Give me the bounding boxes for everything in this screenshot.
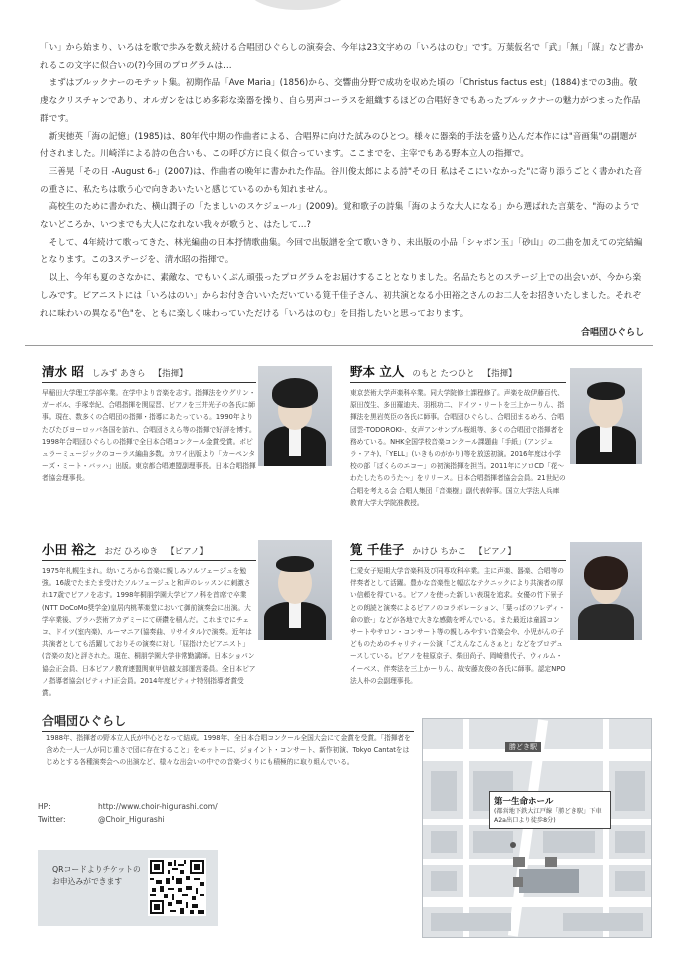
intro-paragraph: まずはブルックナーのモテット集。初期作品「Ave Maria」(1856)から、交響曲分野で成功を収めた頃の「Christus factus est」(1884)までの3曲。敬虔なクリスチャンであり、オルガンをはじめ多彩な楽器を操り、自ら男声コーラスを組織するほどの合唱好きでもあったブルックナーの魅力がつまった作品群です。	[40, 78, 641, 124]
bio-nomoto	[350, 362, 566, 509]
venue-map[interactable]	[422, 718, 652, 938]
portrait-kakehi	[570, 542, 642, 640]
intro-paragraph: 高校生のために書かれた、横山潤子の「たましいのスケジュール」(2009)。覚和歌子の詩集「海のような大人になる」から選ばれた言葉を、"海のようでないどころか、いつまでも大人になれない我々が歌うと、はたして…?	[40, 202, 640, 231]
bio-role: 【ピアノ】	[166, 547, 208, 557]
bio-text: 1975年札幌生まれ。幼いころから音楽に親しみソルフェージュを勉強。16歳でたまたま受けたソルフェージュと和声のレッスンに刺激され17歳でピアノを志す。1998年桐朋学園大学ピアノ科を首席で卒業(NTT DoCoMo奨学金)皇居内桃華楽堂において御前演奏会に出演。大学卒業後、ブラハ芸術アカデミーにて研鑽を積んだ。これまでにチェコ、ドイツ(室内楽)、ルーマニア(協奏曲、リサイタル)で演奏。近年は共演者としても活躍しておりその演奏に対し「屈指けたピアニスト」(音楽の友)と評された。現在、桐朋学園大学非常勤講師。日本ショパン協会正会員、日本ピアノ教育連盟関東甲信越支部運営委員。全日本ピアノ指導者協会(ピティナ)正会員。2014年度ピティナ特別指導者賞受賞。	[42, 567, 256, 698]
bio-role: 【指揮】	[153, 369, 188, 379]
portrait-oda	[258, 540, 332, 640]
bio-name: 野本 立人	[350, 364, 405, 379]
qr-caption: QRコードよりチケットのお申込みができます	[52, 865, 141, 886]
intro-paragraph: そして、4年続けて歌ってきた、林光編曲の日本抒情歌曲集。今回で出版譜を全て歌いきり、未出版の小品「シャボン玉」「砂山」の二曲を加えての完結編となります。この3ステージを、清水昭の指揮で。	[40, 237, 643, 266]
hp-label: HP:	[38, 802, 51, 811]
contact-links	[38, 800, 218, 826]
map-station-label: 勝どき駅	[505, 742, 541, 752]
intro-paragraph: 三善晃「その日 -August 6-」(2007)は、作曲者の晩年に書かれた作品。谷川俊太郎による詩"その日 私はそこにいなかった"に寄り添うごとく書かれた音の重さに、私たちは歌う心で向きあいたいと感じているのかも知れません。	[40, 166, 643, 195]
bio-kana: おだ ひろゆき	[104, 547, 159, 557]
bio-name: 筧 千佳子	[350, 542, 405, 557]
bio-name: 小田 裕之	[42, 542, 97, 557]
bio-header	[42, 362, 256, 383]
portrait-shimizu	[258, 366, 332, 466]
twitter-handle[interactable]: @Choir_Higurashi	[98, 815, 165, 824]
portrait-nomoto	[570, 368, 642, 464]
bio-kana: かけひ ちかこ	[412, 547, 467, 557]
bio-role: 【ピアノ】	[474, 547, 516, 557]
bio-shimizu	[42, 362, 256, 485]
section-divider	[25, 345, 653, 346]
twitter-label: Twitter:	[38, 815, 66, 824]
venue-access: (都営地下鉄大江戸線「勝どき駅」下車 A2a出口より徒歩8分)	[494, 808, 602, 824]
twitter-link-row	[38, 813, 218, 826]
intro-paragraph: 新実徳英「海の記憶」(1985)は、80年代中期の作曲者による、合唱界に向けた試みのひとつ。様々に器楽的手法を盛り込んだ本作には"音画集"の副題が付されました。川崎洋による詩の色合いも、この呼び方に良く似合っています。ここまでを、主宰でもある野本立人の指揮で。	[40, 131, 637, 160]
top-decoration	[248, 0, 348, 10]
bio-text: 東京芸術大学声楽科卒業。同大学院修士課程修了。声楽を故伊藤百代、原田茂生、多田羅迪夫、羽根功二、ドイツ・リートを三上かーりん、指揮法を黒岩英臣の各氏に師事。合唱団ひぐらし、合唱団まるめろ、合唱団雲-TODOROKI-、女声アンサンブル桜組等、多くの合唱団で指揮者を務めている。NHK全国学校音楽コンクール課題曲「手紙」(アンジェラ・アキ)、「YELL」(いきものがかり)等を放送初演。2016年度は小学校の部「ぼくらのエコー」の初演指揮を担当。2011年にソロCD「花〜わたしたちのうた〜」をリリース。日本合唱指揮者協会会員。21世紀の合唱を考える会 合唱人集団「音楽樹」副代表幹事。国立大学法人兵庫教育大学大学院准教授。	[350, 389, 566, 507]
bio-kakehi	[350, 540, 566, 687]
bio-kana: のもと たつひと	[412, 369, 475, 379]
bio-oda	[42, 540, 256, 699]
intro-paragraph: 「い」から始まり、いろはを歌で歩みを数え続ける合唱団ひぐらしの演奏会、今年は23文字めの「いろはのむ」です。万葉仮名で「武」「無」「謀」など書かれるこの文字に似合いの(?)今回のプログラムは…	[40, 43, 644, 71]
program-introduction	[40, 40, 644, 343]
group-description: 1988年、指揮者の野本立人氏が中心となって結成。1998年、全日本合唱コンクール全国大会にて金賞を受賞。「指揮者を含めた一人一人が同じ重さで団に存在すること」をモットーに、ジョイント・コンサート、新作初演、Tokyo Cantatをはじめとする各種演奏会への出演など、様々な出会いの中での音楽づくりにも積極的に取り組んでいる。	[46, 734, 411, 767]
intro-paragraph: 以上、今年も夏のさなかに、素敵な、でもいくぶん頑張ったプログラムをお届けすることとなりました。名品たちとのステージ上での出会いが、今から楽しみです。ピアニストには「いろはのい」からお付き合いいただいている筧千佳子さん、初共演となる小田裕之さんのお二人をお招きいたしました。それぞれに味わいの異なる"色"を、ともに楽しく味わっていただける「いろはのむ」を目指したいと思っております。	[40, 273, 642, 319]
ticket-qr-box	[38, 850, 218, 926]
hp-link-row	[38, 800, 218, 813]
bio-text: 早稲田大学理工学部卒業。在学中より音楽を志す。指揮法をウグリン・ガーボル、手塚幸紀、合唱指揮を関屋晋、ピアノを三井光子の各氏に師事。現在、数多くの合唱団の指揮・指導にあたっている。1990年よりたびたびヨーロッパ各国を訪れ、合唱団さえら等の指揮で好評を博す。1998年合唱団ひぐらしの指揮で全日本合唱コンクール金賞受賞。ポピュラーミュージックのコーラス編曲多数。カワイ出版より「カーペンターズ・ミート・バッハ」出版。東京都合唱連盟副理事長。日本合唱指揮者協会理事長。	[42, 389, 256, 483]
bio-text: 仁愛女子短期大学音楽科及び同専攻科卒業。主に声楽、器楽、合唱等の伴奏者として活躍。豊かな音楽性と幅広なテクニックにより共演者の厚い信頼を得ている。ピアノを使った新しい表現を追求。女優の竹下景子との朗読と演奏によるピアノのコラボレーション、「葉っぱのフレディ -命の旅-」などが各地で大きな感動を呼んでいる。また最近は童謡コンサートやサロン・コンサート等の親しみやすい音楽会や、小児がんの子どものためのチャリティー公演「ごえんなこんさぁと」などをプロデュースしている。ピアノを桂原京子、柴田尚子、岡崎鼎代子、ウィルム・イーベス、伴奏法を三上かーりん、故安藤友俊の各氏に師事。認定NPO法人朴の会副理事長。	[350, 567, 566, 685]
bio-header	[350, 540, 566, 561]
map-venue-label	[489, 791, 611, 829]
bio-role: 【指揮】	[482, 369, 517, 379]
bio-header	[350, 362, 566, 383]
bio-name: 清水 昭	[42, 364, 84, 379]
hp-url[interactable]: http://www.choir-higurashi.com/	[98, 802, 218, 811]
venue-name: 第一生命ホール	[494, 797, 554, 807]
bio-kana: しみず あきら	[91, 369, 146, 379]
group-title: 合唱団ひぐらし	[42, 712, 414, 732]
qr-code-icon[interactable]	[148, 858, 206, 916]
intro-signature: 合唱団ひぐらし	[580, 328, 644, 339]
bio-header	[42, 540, 256, 561]
